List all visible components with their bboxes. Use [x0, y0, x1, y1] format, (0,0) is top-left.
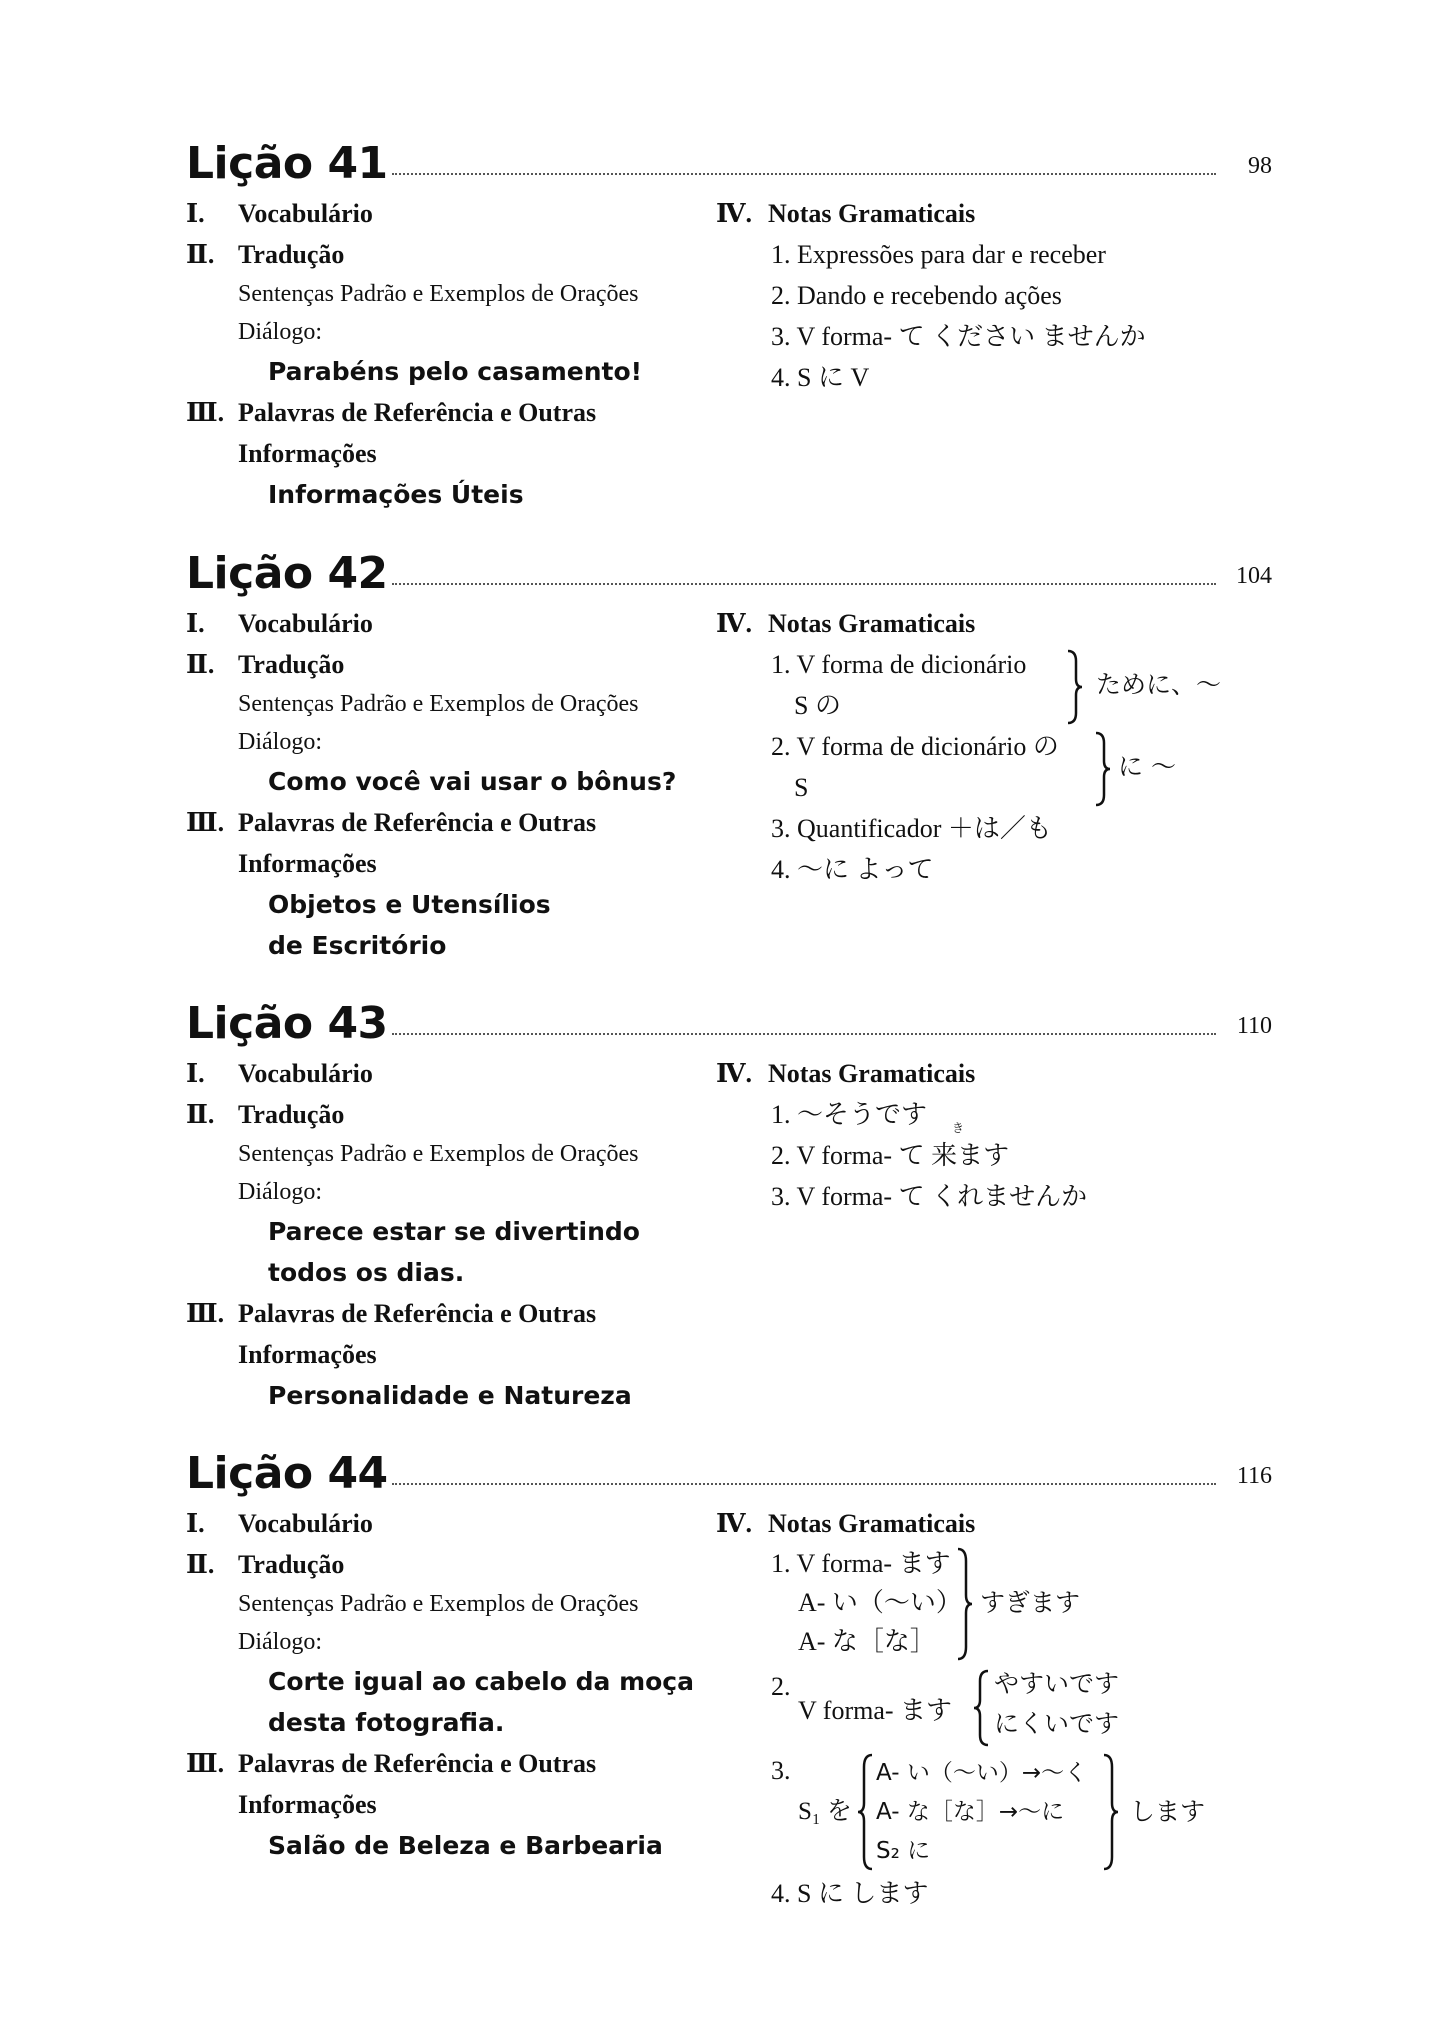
roman-numeral: Ⅰ.: [186, 609, 205, 638]
section-vocabulary[interactable]: Vocabulário: [238, 199, 373, 228]
reference-title[interactable]: Informações Úteis: [268, 480, 524, 509]
roman-numeral: Ⅰ.: [186, 1059, 205, 1088]
right-brace-icon: [1102, 1753, 1120, 1871]
section-reference-cont[interactable]: Informações: [238, 849, 377, 878]
grammar-column: [716, 1503, 1272, 1923]
section-reference[interactable]: Palavras de Referência e Outras: [238, 1749, 597, 1778]
sections-column: [186, 193, 706, 515]
grammar-note-tail[interactable]: すぎます: [980, 1588, 1081, 1617]
grammar-note[interactable]: 2. Dando e recebendo ações: [771, 281, 1062, 310]
section-grammar[interactable]: Notas Gramaticais: [768, 609, 976, 638]
section-translation[interactable]: Tradução: [238, 240, 345, 269]
lesson-title[interactable]: Lição 44: [186, 1448, 388, 1499]
furigana: き: [952, 1121, 965, 1135]
dialogue-title[interactable]: Parabéns pelo casamento!: [268, 357, 643, 386]
grammar-note[interactable]: 1. V forma- ます: [771, 1549, 951, 1578]
lesson-header: [186, 1445, 1272, 1503]
roman-numeral: Ⅲ.: [186, 1749, 225, 1778]
subsection-sentences[interactable]: Sentenças Padrão e Exemplos de Orações: [238, 691, 639, 717]
grammar-note[interactable]: 2. V forma- て 来ます: [771, 1141, 1010, 1170]
grammar-note-line[interactable]: A- な［な］: [798, 1627, 936, 1656]
grammar-note[interactable]: 4. ～に よって: [771, 855, 934, 884]
grammar-note-number: 3.: [771, 1756, 791, 1785]
roman-numeral: Ⅲ.: [186, 398, 225, 427]
section-translation[interactable]: Tradução: [238, 1550, 345, 1579]
page-number[interactable]: 110: [1236, 1013, 1272, 1039]
grammar-note-option[interactable]: A- な［な］→～に: [876, 1799, 1065, 1825]
leader-dots: [392, 1033, 1216, 1035]
grammar-note-tail[interactable]: ために、～: [1096, 670, 1222, 699]
section-grammar[interactable]: Notas Gramaticais: [768, 1059, 976, 1088]
grammar-note-line[interactable]: A- い（～い）: [798, 1588, 962, 1617]
dialogue-title[interactable]: Como você vai usar o bônus?: [268, 767, 677, 796]
section-vocabulary[interactable]: Vocabulário: [238, 1509, 373, 1538]
lesson-title[interactable]: Lição 43: [186, 998, 388, 1049]
section-grammar[interactable]: Notas Gramaticais: [768, 199, 976, 228]
leader-dots: [392, 173, 1216, 175]
right-brace-icon: [956, 1547, 974, 1661]
grammar-column: [716, 193, 1272, 398]
subsection-dialogue[interactable]: Diálogo:: [238, 319, 322, 345]
lesson-header: [186, 545, 1272, 603]
grammar-note[interactable]: S₁ を: [798, 1798, 852, 1825]
subsection-dialogue[interactable]: Diálogo:: [238, 1179, 322, 1205]
roman-numeral: Ⅳ.: [716, 1059, 753, 1088]
grammar-note-option[interactable]: S₂ に: [876, 1838, 931, 1864]
grammar-note[interactable]: 1. ～そうです: [771, 1100, 928, 1129]
subsection-dialogue[interactable]: Diálogo:: [238, 729, 322, 755]
lesson-header: [186, 135, 1272, 193]
lesson-43: [186, 995, 1272, 1410]
section-reference-cont[interactable]: Informações: [238, 1340, 377, 1369]
page-number[interactable]: 98: [1248, 153, 1272, 179]
roman-numeral: Ⅲ.: [186, 1299, 225, 1328]
grammar-note[interactable]: 1. V forma de dicionário: [771, 650, 1027, 679]
subsection-dialogue[interactable]: Diálogo:: [238, 1629, 322, 1655]
grammar-column: [716, 603, 1272, 890]
lesson-title[interactable]: Lição 42: [186, 548, 388, 599]
section-translation[interactable]: Tradução: [238, 650, 345, 679]
dialogue-title[interactable]: desta fotografia.: [268, 1708, 505, 1737]
page-number[interactable]: 104: [1236, 563, 1272, 589]
roman-numeral: Ⅱ.: [186, 240, 215, 269]
grammar-note-tail[interactable]: に ～: [1118, 752, 1176, 781]
right-brace-icon: [1094, 731, 1112, 807]
lesson-44: [186, 1445, 1272, 1908]
roman-numeral: Ⅰ.: [186, 1509, 205, 1538]
grammar-note[interactable]: 3. V forma- て ください ませんか: [771, 322, 1146, 351]
grammar-column: [716, 1053, 1272, 1217]
section-reference-cont[interactable]: Informações: [238, 1790, 377, 1819]
section-vocabulary[interactable]: Vocabulário: [238, 1059, 373, 1088]
section-reference[interactable]: Palavras de Referência e Outras: [238, 398, 597, 427]
grammar-note-tail[interactable]: します: [1130, 1797, 1206, 1826]
grammar-note[interactable]: 3. Quantificador ＋は／も: [771, 814, 1052, 843]
subsection-sentences[interactable]: Sentenças Padrão e Exemplos de Orações: [238, 281, 639, 307]
lesson-title[interactable]: Lição 41: [186, 138, 388, 189]
reference-title[interactable]: Salão de Beleza e Barbearia: [268, 1831, 663, 1860]
roman-numeral: Ⅱ.: [186, 1100, 215, 1129]
left-brace-icon: [856, 1753, 874, 1871]
section-translation[interactable]: Tradução: [238, 1100, 345, 1129]
dialogue-title[interactable]: todos os dias.: [268, 1258, 465, 1287]
sections-column: [186, 1053, 706, 1416]
roman-numeral: Ⅱ.: [186, 650, 215, 679]
section-reference[interactable]: Palavras de Referência e Outras: [238, 1299, 597, 1328]
roman-numeral: Ⅳ.: [716, 609, 753, 638]
dialogue-title[interactable]: Corte igual ao cabelo da moça: [268, 1667, 694, 1696]
sections-column: [186, 603, 706, 966]
roman-numeral: Ⅳ.: [716, 199, 753, 228]
subsection-sentences[interactable]: Sentenças Padrão e Exemplos de Orações: [238, 1141, 639, 1167]
sections-column: [186, 1503, 706, 1866]
roman-numeral: Ⅳ.: [716, 1509, 753, 1538]
dialogue-title[interactable]: Parece estar se divertindo: [268, 1217, 640, 1246]
reference-title[interactable]: de Escritório: [268, 931, 447, 960]
section-vocabulary[interactable]: Vocabulário: [238, 609, 373, 638]
grammar-note[interactable]: 3. V forma- て くれませんか: [771, 1182, 1088, 1211]
right-brace-icon: [1066, 649, 1084, 725]
leader-dots: [392, 1483, 1216, 1485]
grammar-note[interactable]: 1. Expressões para dar e receber: [771, 240, 1106, 269]
page-number[interactable]: 116: [1236, 1463, 1272, 1489]
grammar-note-option[interactable]: A- い（～い）→～く: [876, 1760, 1088, 1786]
left-brace-icon: [972, 1669, 990, 1747]
lesson-header: [186, 995, 1272, 1053]
roman-numeral: Ⅰ.: [186, 199, 205, 228]
grammar-note-line[interactable]: S: [794, 773, 809, 802]
reference-title[interactable]: Personalidade e Natureza: [268, 1381, 632, 1410]
roman-numeral: Ⅱ.: [186, 1550, 215, 1579]
section-grammar[interactable]: Notas Gramaticais: [768, 1509, 976, 1538]
grammar-note-line[interactable]: S の: [794, 691, 841, 720]
grammar-note-option[interactable]: にくいです: [994, 1709, 1120, 1738]
lesson-42: [186, 545, 1272, 960]
subsection-sentences[interactable]: Sentenças Padrão e Exemplos de Orações: [238, 1591, 639, 1617]
grammar-note-number: 2.: [771, 1672, 791, 1701]
grammar-note[interactable]: 4. S に します: [771, 1879, 929, 1908]
leader-dots: [392, 583, 1216, 585]
grammar-note[interactable]: V forma- ます: [798, 1696, 953, 1725]
grammar-note[interactable]: 4. S に V: [771, 363, 870, 392]
grammar-note[interactable]: 2. V forma de dicionário の: [771, 732, 1059, 761]
grammar-note-option[interactable]: やすいです: [994, 1669, 1120, 1698]
reference-title[interactable]: Objetos e Utensílios: [268, 890, 551, 919]
section-reference[interactable]: Palavras de Referência e Outras: [238, 808, 597, 837]
lesson-41: [186, 135, 1272, 509]
section-reference-cont[interactable]: Informações: [238, 439, 377, 468]
roman-numeral: Ⅲ.: [186, 808, 225, 837]
